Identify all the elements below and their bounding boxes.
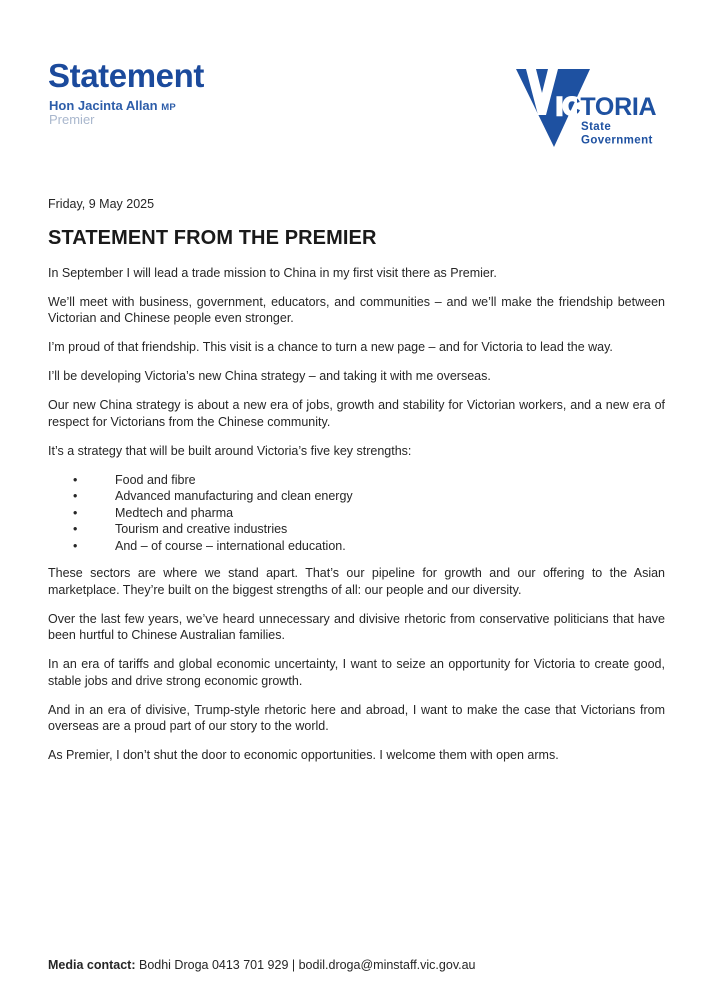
paragraph: And in an era of divisive, Trump-style rhetoric here and abroad, I want to make the case that Victorians from overseas are a proud part of our story to the world. (48, 702, 665, 734)
list-item (48, 472, 665, 489)
list-item (48, 538, 665, 555)
bullet-icon: • (73, 538, 78, 553)
document-body (48, 196, 665, 776)
list-item (48, 505, 665, 522)
bullet-icon: • (73, 522, 78, 537)
logo-wordmark: ICTORIA (556, 93, 657, 121)
victoria-state-government-logo (513, 57, 673, 152)
list-item-label: Medtech and pharma (115, 505, 234, 520)
list-item (48, 488, 665, 505)
bullet-icon: • (73, 472, 78, 487)
media-contact-value: Bodhi Droga 0413 701 929 | bodil.droga@minstaff.vic.gov.au (135, 958, 476, 972)
paragraph: Our new China strategy is about a new era of jobs, growth and stability for Victorian workers, and a new era of respect for Victorians from the Chinese community. (48, 398, 665, 429)
document-title: STATEMENT FROM THE PREMIER (48, 226, 377, 249)
paragraph: In September I will lead a trade mission to China in my first visit there as Premier. (48, 265, 497, 280)
key-strengths-list (48, 472, 665, 555)
media-contact (48, 957, 476, 973)
paragraph: In an era of tariffs and global economic uncertainty, I want to seize an opportunity for Victoria to create good, stable jobs and drive strong economic growth. (48, 657, 665, 688)
paragraph: It’s a strategy that will be built around Victoria’s five key strengths: (48, 443, 412, 458)
paragraph: These sectors are where we stand apart. That’s our pipeline for growth and our offering to the Asian marketplace. They’re built on the biggest strengths of all: our people and our diversity. (48, 566, 665, 597)
list-item-label: Food and fibre (115, 472, 196, 487)
list-item-label: Advanced manufacturing and clean energy (115, 489, 353, 504)
paragraph: As Premier, I don’t shut the door to economic opportunities. I welcome them with open arms. (48, 748, 559, 763)
document-date: Friday, 9 May 2025 (48, 197, 155, 211)
media-contact-label: Media contact: (48, 958, 136, 972)
paragraph: I’m proud of that friendship. This visit is a chance to turn a new page – and for Victoria to lead the way. (48, 340, 613, 354)
list-item (48, 521, 665, 538)
list-item-label: And – of course – international education. (115, 538, 346, 553)
logo-subtitle-government: Government (581, 134, 653, 147)
bullet-icon: • (73, 505, 78, 520)
author-title: Premier (49, 112, 95, 127)
paragraph: We’ll meet with business, government, educators, and communities – and we’ll make the friendship between Victorian and Chinese people even stronger. (48, 294, 665, 325)
bullet-icon: • (73, 489, 78, 504)
paragraph: I’ll be developing Victoria’s new China strategy – and taking it with me overseas. (48, 369, 491, 383)
author-name-text: Hon Jacinta Allan (49, 98, 162, 113)
paragraph: Over the last few years, we’ve heard unnecessary and divisive rhetoric from conservative politicians that have been hurtful to Chinese Australian families. (48, 611, 665, 643)
list-item-label: Tourism and creative industries (115, 522, 288, 537)
author-postnominal: MP (161, 102, 177, 113)
masthead-title: Statement (48, 57, 204, 94)
logo-subtitle-state: State (581, 121, 612, 133)
